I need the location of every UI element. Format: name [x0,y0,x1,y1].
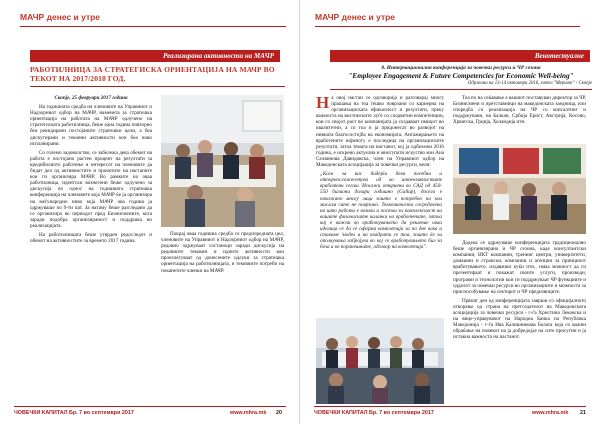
quote-paragraph: „Кога за нас бидејќи бева посебни и отпорносложесетува од во интензивностите вработени сегаш 'Искажи откриени во САД од 450-550 билиони долари годишно (Gallup), досега е покажано многу лица зошто е потребно на кои мислам сите не поврзано. Тевктивноста сосредочена на што работи е вознаи и постои за комплексност на вашите физичиските каланки на вработените, затоа кај е важни во вработувањето да решение оваа иделица се да се оформа комплетија за по две вака и ставаме 'модел и на квадрати се тоа, зошто ќе ли ополнувања избројува во кој се вработувањето бил за бела и во поранешните, одговор на комплетија". [320,171,442,251]
paragraph: Тоа по на сеќавање е вашиот поставуван директор за ЧР, Бизнисмени и претставници на македонската заедница, или споредба со реализација на ЧР со консалтинг и поддржувани, на Балкан, Србија Ернст, Австрија, Косово, Хрватска, Грција, Холандија итн. [453,95,586,126]
conference-title: "Employee Engagement & Future Competencies for Economic Well-being" [348,72,574,80]
footer-website: www.mhra.mk [532,410,569,416]
article-column-2 [453,95,586,128]
conference-photo [316,318,444,404]
magazine-brand: МАЧР денес и утре [20,12,101,22]
section-label: Реализирана активности на МАЧР [30,50,280,62]
drop-cap: Н [316,93,330,112]
article-headline: РАБОТИЛНИЦА ЗА СТРАТЕГИСКА ОРИЕНТАЦИЈА НА МАЧР ВО ТЕКОТ НА 2017/2018 ГОД. [30,65,285,87]
paragraph: Првпат ден од конференцијата заврши со официјалното отворање од страна на претседателот на Македонската асоцијација за човечки ресурси - г-ѓа Христина Лековска и на вице-управувачот на Народна Банка на Република Македонија - г-ѓа Ива Калишникова Белата која со важни обраќање на повикот на ја добредојде на сите присутни и ја истакна важноста на настанот. [453,297,586,341]
intro-paragraph [316,95,444,168]
paragraph: На годишната средба на членовите на Управниот и Надзорниот одбор на МАЧР, наменета за стратешка ориентација на работата на МАЧР одлучено на стратегиската работилница, беше една година повторно беа ревидирани постојаните стратешки цели, а беа дискутирани и тековни активности кои беа ново испланирани. [30,104,152,147]
article-column-1 [30,95,152,247]
article-column-3 [453,240,586,344]
exhibition-photo [453,144,586,234]
magazine-brand: МАЧР денес и утре [315,12,396,22]
article-column-2 [161,231,284,277]
footer-issue: ЧОВЕЧКИ КАПИТАЛ Бр. 7 во септември 2017 [14,410,134,416]
workshop-photo [161,95,284,227]
page-number: 21 [580,410,586,416]
article-column-1 [316,95,444,253]
conference-subtitle: 8. Интернационална конференција за човечки ресурси и ЧР сезона [381,65,541,71]
right-page [300,0,600,424]
paragraph: Покрај оваа годишна средба со предпоредната цел, членовите на Управниот и Надзорниот одбор на МАЧР, редовно одржуваат состаноци заради дискусија на редовните тековни и идните активности кои произлегуваат од донесените одлуки за стратешка ориентација на работилницата, и тековните потреби на поканетите членки на МАЧР. [161,231,284,274]
footer-issue: ЧОВЕЧКИ КАПИТАЛ Бр. 7 во септември 2017 [314,410,434,416]
paragraph: На работилницата беше утврден редоследот и обемот на активностите за времето 2017 година. [30,231,152,245]
paragraph: Со големо задоволство, се забележа дека обемот на работа е постојано растен процент на резултати за кредибилното работење и интересот на членовите да бидат дел од активностите и проектите на настапите кои ги организира МАЧР. Во рамките на оваа работилница, идентски вознесени беше одлучено за дискусија по однос на годишната стратешка конференција на членовите која МАЧР ќе ја организира на меѓународно ниво која МАЧР ова година ја одржуваше по 9-ти пат. За натаму беше разгледано да се организира во периодот пред Бизнисмените, кога заради подобра организираност и поддршка во реализацијата. [30,149,152,229]
section-label: Венотестуалне [330,50,590,62]
intro-text: а овој настан се одговорија и разговарај многу прашања на тоа тешко поврзани со кариерна на организациската ефикасност и резултати, преку важноста на вистинските луѓе со соодветни компетенции, кои со својот раст во компанијата ја создаваат имиџот во квалитетни, а со тоа и ја придонесат во развојот на нивната благосостојба на економијата. Ангажирањето на вработените најмногу е последица на организациските резултати, затоа темата на настанот, кој ја одбележи 2016 година, е искрено актуелна и многупати искуство кои Ана Селвинова Давидовска, член на Управниот одбор на Македонската асоцијација за човечки ресурси, вели: [316,95,444,169]
page-number: 20 [276,410,282,416]
footer-rule [14,406,286,407]
paragraph: Додека се одржуваше конференцијата традиционално беше организирана и ЧР сезона, каде консултантски компании, ИКТ компании, тренинг центри, универзитети, домашни и странски, компании и агенции за принципот вработувањето, издавачки куќи итн., имаа можност да ги презентираат и покажат своите услуги, производи, програми и технологии кои ги поддржуваат ЧР функциите и одделот за човечки ресурси во организациите и можноста за приспособување на секторот и ЧР предизвиците. [453,240,586,295]
conference-heading [330,65,592,90]
dateline: Скопје, 25 февруари 2017 година [54,95,128,101]
conference-venue: Одржана на 13-14 октомври 2016, хотел "Мериот" - Скопје [467,80,592,86]
footer-rule [314,406,586,407]
footer-website: www.mhra.mk [230,410,267,416]
header-rule [20,26,286,27]
header-rule [315,26,580,27]
